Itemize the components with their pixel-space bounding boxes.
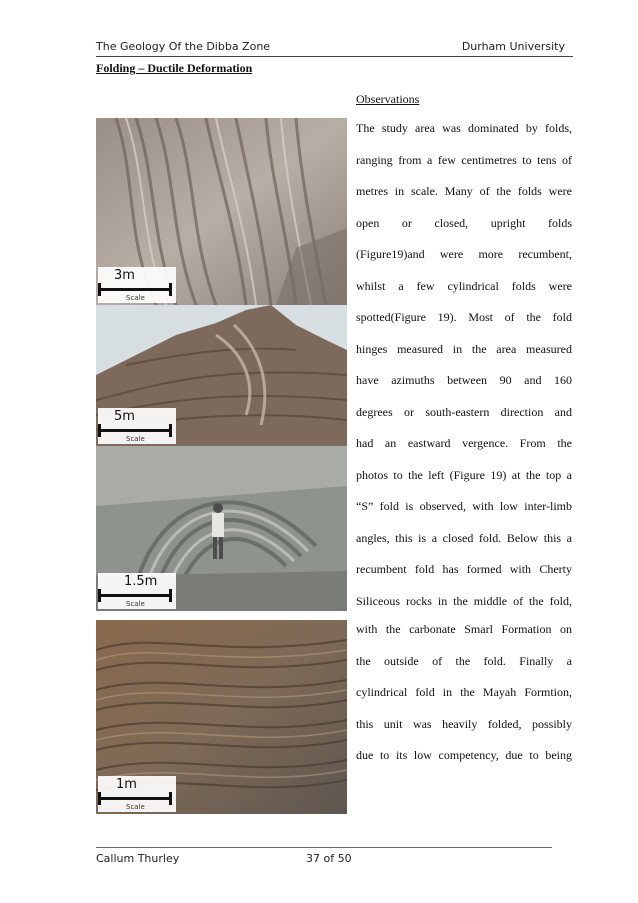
observations-paragraph-part1 <box>356 120 572 624</box>
observations-heading: Observations <box>356 92 420 106</box>
text-line: (Figure19)and were more recumbent, <box>356 247 572 261</box>
scale-label: Scale <box>126 435 145 443</box>
scale-label: Scale <box>126 803 145 811</box>
observations-paragraph-part2 <box>356 621 572 779</box>
photo-closed-fold <box>96 446 347 611</box>
text-line: The study area was dominated by folds, <box>356 121 572 135</box>
text-line: Siliceous rocks in the middle of the fold, <box>356 593 572 608</box>
text-line: due to its low competency, due to being <box>356 748 572 762</box>
photo-s-fold <box>96 118 347 305</box>
text-line: recumbent fold has formed with Cherty <box>356 562 572 576</box>
text-line: degrees or south-eastern direction and <box>356 404 572 419</box>
text-line: cylindrical fold in the Mayah Formtion, <box>356 685 572 699</box>
text-line: this unit was heavily folded, possibly <box>356 716 572 731</box>
scale-value: 3m <box>114 268 135 283</box>
scale-value: 1m <box>116 777 137 792</box>
photo-cylindrical-fold <box>96 620 347 814</box>
header-rule <box>96 56 573 57</box>
section-title: Folding – Ductile Deformation <box>96 61 253 75</box>
text-line: angles, this is a closed fold. Below this a <box>356 530 572 545</box>
text-line: spotted(Figure 19). Most of the fold <box>356 310 572 324</box>
footer-rule <box>96 847 552 848</box>
scale-bar-3m <box>98 267 176 303</box>
text-line: hinges measured in the area measured <box>356 341 572 356</box>
text-line: photos to the left (Figure 19) at the top a <box>356 467 572 482</box>
text-line: with the carbonate Smarl Formation on <box>356 622 572 636</box>
scale-label: Scale <box>126 600 145 608</box>
page-header <box>96 40 571 56</box>
page-number: 37 of 50 <box>306 852 352 865</box>
scale-value: 5m <box>114 409 135 424</box>
header-institution: Durham University <box>461 40 565 53</box>
footer-author: Callum Thurley <box>96 852 180 865</box>
text-line: have azimuths between 90 and 160 <box>356 373 572 387</box>
text-line: whilst a few cylindrical folds were <box>356 278 572 293</box>
text-line: ranging from a few centimetres to tens of <box>356 152 572 167</box>
scale-bar-1m <box>98 776 176 812</box>
scale-value: 1.5m <box>124 574 158 589</box>
text-line: metres in scale. Many of the folds were <box>356 184 572 198</box>
header-title: The Geology Of the Dibba Zone <box>96 40 271 53</box>
photo-recumbent-fold <box>96 305 347 446</box>
text-line: the outside of the fold. Finally a <box>356 653 572 668</box>
scale-label: Scale <box>126 294 145 302</box>
text-line: “S” fold is observed, with low inter-limb <box>356 499 572 513</box>
scale-bar-5m <box>98 408 176 444</box>
text-line: had an eastward vergence. From the <box>356 436 572 450</box>
text-line: open or closed, upright folds <box>356 215 572 230</box>
scale-bar-1-5m <box>98 573 176 609</box>
